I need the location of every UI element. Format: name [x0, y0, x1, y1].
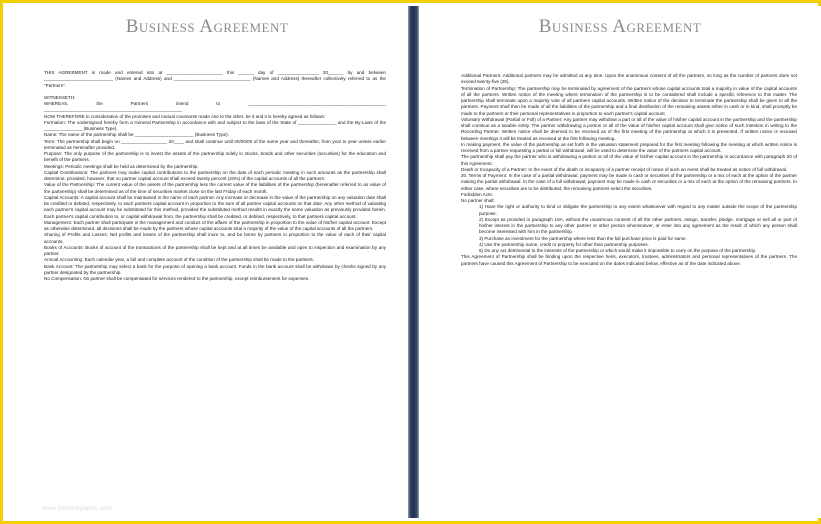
paragraph: Formation: The undersigned hereby form a General Partnership in accordance with and subject to the laws of the State of _______________ and the By-Laws of the _______________ (Business Type). — [44, 119, 386, 131]
page-divider — [408, 6, 419, 518]
page-title: Business Agreement — [538, 16, 702, 37]
paragraph: Bank Account: The partnership may select a bank for the purpose of opening a bank account. Funds in the bank account shall be withdrawn by checks signed by any partner designated by the partnership. — [44, 263, 386, 275]
paragraph: Death or Incapacity of a Partner: In the event of the death or incapacity of a partner receipt of notice of such an event shall be treated as notice of full withdrawal. — [461, 166, 788, 172]
paragraph: Voluntary Withdrawal (Partial or Full) of a Partner: Any partner may withdraw a part or all of the value of his/her capital account in the partnership and the partnership shall continue as a taxable entity. The partner withdrawing a portion or all of the value of his/her capital account shall give notice of such intention in writing to the Recording Partner. Written notice shall be deemed to be received as of the first meeting of the partnership at which it is presented. If written notice is received between meetings it will be treated as received at the first following meeting. — [461, 116, 797, 141]
list-item: 4) Use the partnership name, credit or property for other than partnership purposes. — [479, 241, 649, 247]
agreement-body-left — [44, 70, 386, 282]
paragraph: This Agreement of Partnership shall be binding upon the respective heirs, executors, trustees, administrators and personal representatives of the partners. The partners have caused this Agreement of Partnership to be executed on the dates indicated below, effective as of the date indicated above. — [461, 254, 797, 266]
document-page-right — [419, 6, 821, 518]
paragraph: WHEREAS, the Partners intend to ______________________________________________________ ______________________________________________________ — [44, 101, 386, 113]
paragraph: Meetings: Periodic meetings shall be held as determined by the partnership. — [44, 163, 199, 169]
paragraph: Purpose: The only purpose of the partnership is to invest the assets of the partnership solely in stocks, bonds and other securities (securities) for the education and benefit of the partners. — [44, 151, 386, 163]
paragraph: Capital Contributions: The partners may make capital contributions to the partnership on the date of each periodic meeting in such amounts as the partnership shall determine; provided, however, that no partner capital account shall exceed twenty percent (20%) of the capital accounts of all the partners. — [44, 169, 386, 181]
paragraph: Sharing of Profits and Losses: Net profits and losses of the partnership shall inure to, and be borne by partners in proportion to the value of each of their capital accounts. — [44, 232, 386, 244]
paragraph: No partner shall: — [461, 198, 495, 203]
paragraph: 20. Terms of Payment: In the case of a partial withdrawal, payment may be made in cash or securities of the partnership or a mix of each at the option of the partner making the partial withdrawal. In the case of a full withdrawal, payment may be made in cash or securities or a mix of each at the option of the remaining partners. In either case, where securities are to be distributed, the remaining partners select the securities. — [461, 173, 797, 191]
paragraph: In making payment, the value of the partnership as set forth in the valuation statement prepared for the first meeting following the meeting at which written notice is received from a partner requesting a partial or full withdrawal, will be used to determine the value of the partners capital account. — [461, 141, 797, 153]
watermark: www.freetemplates.com — [42, 506, 112, 512]
paragraph: THIS AGREEMENT is made and entered into at ______________________ this ______ day of ________________ 20______ by and between ___________________________ (Names and Address) and ______________________________ (Names and Address) thereafter collectively referred to as the "Partners". — [44, 70, 386, 88]
paragraph: Term: The partnership shall begin on __________________ 20____ and shall continue until 00/00/00 of the same year and thereafter, from year to year unless earlier terminated as hereinafter provided. — [44, 138, 386, 150]
paragraph: Annual Accounting: Each calendar year, a full and complete account of the condition of the partnership shall be made to the partners. — [44, 257, 314, 263]
paragraph: Capital Accounts: A capital account shall be maintained in the name of each partner. Any increase or decrease in the value of the partnership on any valuation date shall be credited or debited, respectively, to each partners capital account in proportion to the sum of all partner capital accounts on that date. Any other method of valuating each partner's capital account may be substituted for this method, provided the substituted method results in exactly the same valuation as previously provided herein. Each partner's capital contribution to, or capital withdrawal from, the partnership shall be credited, or debited, respectively, to that partners capital account. — [44, 194, 386, 219]
paragraph: Additional Partners: Additional partners may be admitted at any time. Upon the unanimous consent of all the partners, so long as the number of partners does not exceed twenty-five (25). — [461, 73, 797, 85]
section-heading: Forbidden Acts: — [461, 191, 493, 197]
list-item: 1) Have the right or authority to bind or obligate the partnership to any extent whatsoever with regard to any matter outside the scope of the partnership purpose. — [479, 204, 797, 216]
paragraph: The partnership shall pay the partner who is withdrawing a portion or all of the value of his/her capital account in the partnership in accordance with paragraph 20 of this Agreement. — [461, 154, 797, 166]
paragraph: Name: The name of the partnership shall be _______________________ (Business Type). — [44, 132, 229, 138]
agreement-body-right — [461, 73, 797, 267]
list-item: 2) Except as provided in paragraph 18A, without the unanimous consent of all the other partners, assign, transfer, pledge, mortgage or sell all or part of his/her interest in the partnership to any other partner or other person whomsoever, or enter into any agreement as the result of which any person shall become interested with him in the partnership. — [479, 216, 797, 235]
paragraph: NOW THEREFORE in consideration of the promises and mutual covenants made one to the other, be it and it is hereby agreed as follows: — [44, 113, 326, 119]
paragraph: Books of Accounts: Books of account of the transactions of the partnership shall be kept and at all times be available and open to inspection and examination by any partner. — [44, 244, 386, 256]
paragraph: WITNESSETH: — [44, 94, 76, 100]
document-page-left — [6, 6, 408, 518]
list-item: 3) Purchase an investment for the partnership where less than the full purchase price is paid for same. — [479, 235, 687, 241]
paragraph: No Compensation: No partner shall be compensated for services rendered to the partnership, except reimbursement for expenses. — [44, 276, 310, 281]
paragraph: Termination of Partnership: The partnership may be terminated by agreement of the partners whose capital accounts total a majority in value of the capital accounts of all the partners. Written notice of the meeting where termination of the partnership is to be considered shall include a specific reference to this matter. The partnership shall terminate upon a majority vote of all partners capital accounts. Written notice of the decision to terminate the partnership shall be given to all the partners. Payment shall then be made of all the liabilities of the partnership and a final distribution of the remaining assets either in cash or in kind, shall promptly be made to the partners or their personal representatives in proportion to each partner's capital account. — [461, 85, 797, 116]
list-item: 5) Do any act detrimental to the interests of the partnership or which would make it impossible to carry on the purpose of the partnership. — [479, 248, 757, 253]
page-title: Business Agreement — [125, 16, 289, 37]
paragraph: Management: Each partner shall participate in the management and conduct of the affairs of the partnership in proportion to the value of his/her capital account. Except as otherwise determined, all decisions shall be made by the partners whose capital accounts total a majority of the value of the capital accounts of all the partners. — [44, 219, 386, 231]
paragraph: Value of the Partnership: The current value of the assets of the partnership less the current value of the liabilities of the partnership (hereinafter referred to as value of the partnership) shall be determined as of the time of securities market close on the last Friday of each month. — [44, 182, 386, 194]
